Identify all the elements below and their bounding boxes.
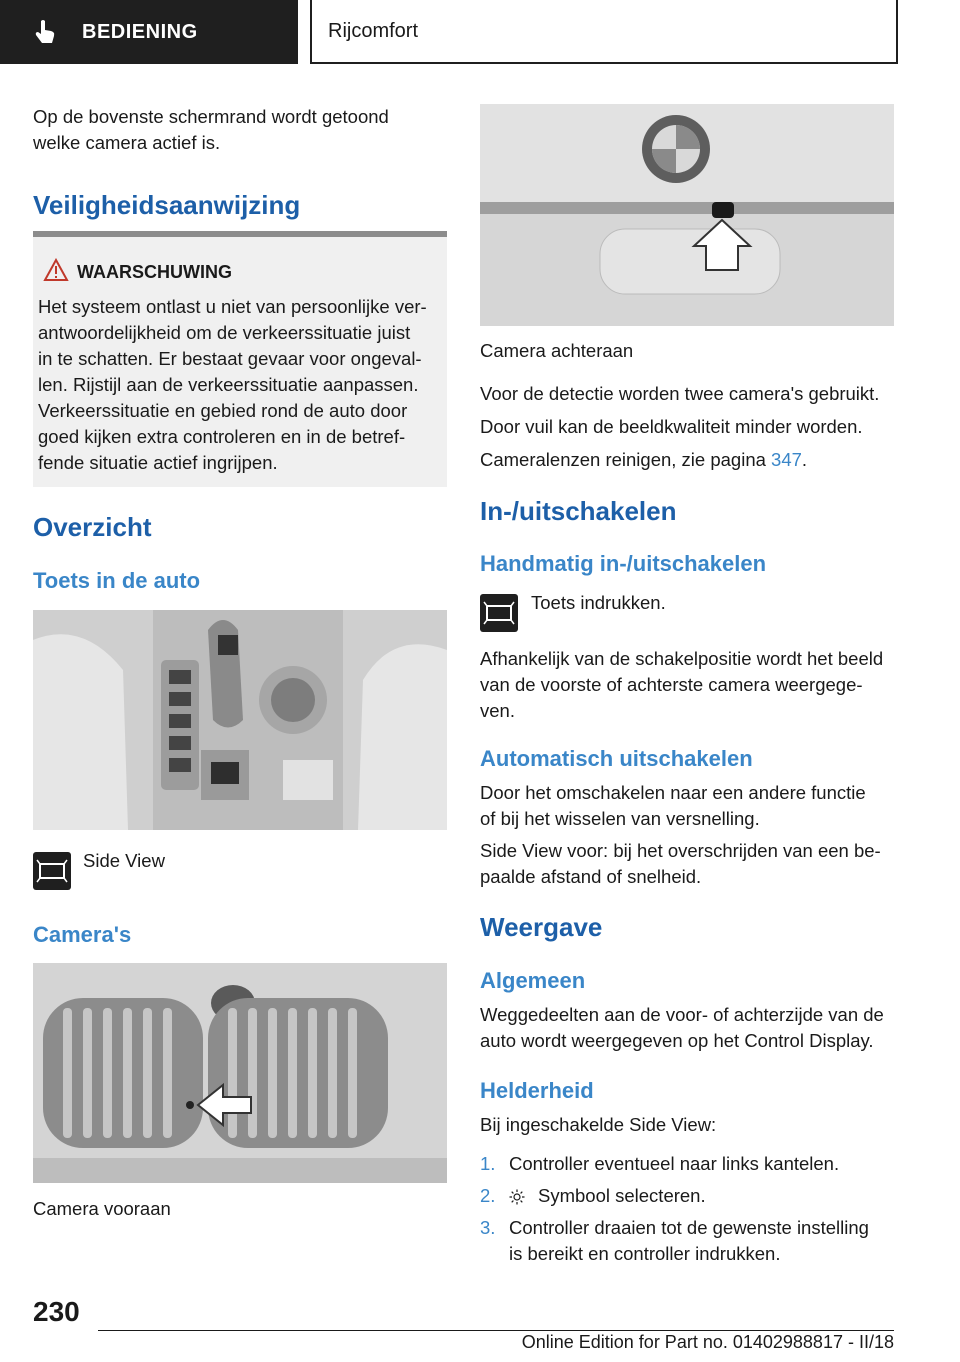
page-link[interactable]: 347 bbox=[771, 449, 802, 470]
manual-heading: Handmatig in-/uitschakelen bbox=[480, 551, 767, 576]
depends-paragraph bbox=[480, 646, 894, 724]
step-number: 3. bbox=[480, 1217, 496, 1238]
section-tab bbox=[0, 0, 298, 64]
sideview-paragraph bbox=[480, 838, 894, 890]
auto-heading: Automatisch uitschakelen bbox=[480, 746, 753, 771]
auto-paragraph bbox=[480, 780, 894, 832]
warning-line: in te schatten. Er bestaat gevaar voor ongeval- bbox=[38, 348, 422, 369]
step-text: Controller eventueel naar links kantelen. bbox=[509, 1153, 840, 1174]
general-line: Weggedeelten aan de voor- of achterzijde van de bbox=[480, 1004, 884, 1025]
clean-text-end: . bbox=[801, 449, 808, 470]
button-heading: Toets in de auto bbox=[33, 568, 201, 593]
section-title: BEDIENING bbox=[82, 20, 198, 43]
intro-paragraph bbox=[33, 104, 447, 156]
warning-title: WAARSCHUWING bbox=[77, 262, 232, 282]
chapter-tab bbox=[310, 0, 898, 64]
footer-divider bbox=[98, 1330, 894, 1331]
overview-heading: Overzicht bbox=[33, 512, 152, 542]
warning-line: Verkeerssituatie en gebied rond de auto door bbox=[38, 400, 408, 421]
step-text: Symbool selecteren. bbox=[538, 1185, 706, 1206]
brightness-intro: Bij ingeschakelde Side View: bbox=[480, 1114, 717, 1135]
warning-line: goed kijken extra controleren en in de betref- bbox=[38, 426, 406, 447]
step-number: 2. bbox=[480, 1185, 496, 1206]
front-camera-caption: Camera vooraan bbox=[33, 1198, 171, 1219]
step-number: 1. bbox=[480, 1153, 496, 1174]
general-paragraph bbox=[480, 1002, 894, 1054]
edition-text: Online Edition for Part no. 01402988817 - II/18 bbox=[521, 1332, 894, 1352]
step-text-continued: is bereikt en controller indrukken. bbox=[509, 1243, 781, 1264]
front-camera-photo bbox=[33, 963, 447, 1183]
warning-box bbox=[33, 231, 447, 487]
auto-line: Door het omschakelen naar een andere functie bbox=[480, 782, 866, 803]
safety-heading: Veiligheidsaanwijzing bbox=[33, 190, 301, 220]
hand-icon bbox=[30, 17, 60, 47]
rear-camera-caption: Camera achteraan bbox=[480, 340, 634, 361]
onoff-heading: In-/uitschakelen bbox=[480, 496, 677, 526]
camera-button-icon bbox=[33, 852, 71, 890]
chapter-title: Rijcomfort bbox=[328, 19, 419, 42]
step-text: Controller draaien tot de gewenste instelling bbox=[509, 1217, 869, 1238]
warning-line: fende situatie actief ingrijpen. bbox=[38, 452, 278, 473]
depends-line: ven. bbox=[480, 700, 515, 721]
sideview-line: Side View voor: bij het overschrijden van een be- bbox=[480, 840, 881, 861]
camera-button-icon bbox=[480, 594, 518, 632]
depends-line: van de voorste of achterste camera weergege- bbox=[480, 674, 863, 695]
console-photo bbox=[33, 610, 447, 830]
warning-line: Het systeem ontlast u niet van persoonlijke ver- bbox=[38, 296, 427, 317]
side-view-label: Side View bbox=[83, 850, 165, 871]
sun-icon bbox=[509, 1189, 525, 1205]
warning-triangle-icon bbox=[43, 258, 69, 282]
cameras-heading: Camera's bbox=[33, 922, 132, 947]
brightness-heading: Helderheid bbox=[480, 1078, 594, 1103]
clean-text bbox=[480, 447, 807, 473]
intro-line: welke camera actief is. bbox=[33, 132, 221, 153]
general-line: auto wordt weergegeven op het Control Display. bbox=[480, 1030, 874, 1051]
auto-line: of bij het wisselen van versnelling. bbox=[480, 808, 760, 829]
dirt-text: Door vuil kan de beeldkwaliteit minder worden. bbox=[480, 416, 863, 437]
general-heading: Algemeen bbox=[480, 968, 586, 993]
detection-text: Voor de detectie worden twee camera's gebruikt. bbox=[480, 383, 880, 404]
warning-line: antwoordelijkheid om de verkeerssituatie juist bbox=[38, 322, 411, 343]
press-button-text: Toets indrukken. bbox=[531, 592, 666, 613]
clean-text-body: Cameralenzen reinigen, zie pagina bbox=[480, 449, 772, 470]
sideview-line: paalde afstand of snelheid. bbox=[480, 866, 702, 887]
warning-text bbox=[38, 294, 448, 476]
warning-line: len. Rijstijl aan de verkeerssituatie aanpassen. bbox=[38, 374, 419, 395]
intro-line: Op de bovenste schermrand wordt getoond bbox=[33, 106, 389, 127]
page-number: 230 bbox=[33, 1296, 80, 1327]
depends-line: Afhankelijk van de schakelpositie wordt het beeld bbox=[480, 648, 884, 669]
rear-camera-photo bbox=[480, 104, 894, 326]
display-heading: Weergave bbox=[480, 912, 603, 942]
